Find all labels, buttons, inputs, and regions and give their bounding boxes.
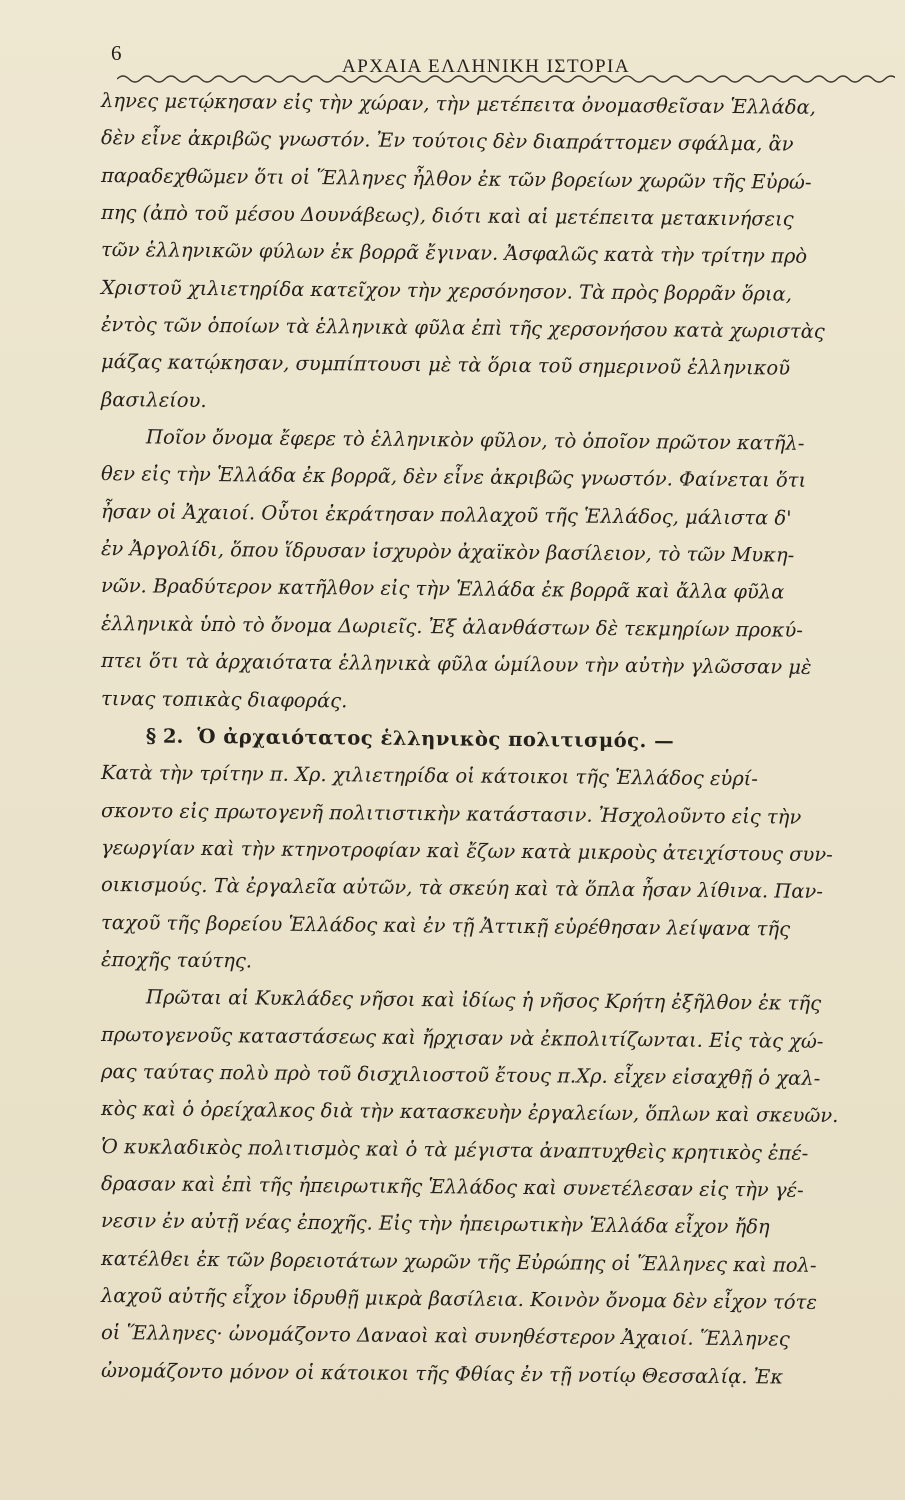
text-line: νεσιν ἐν αὐτῇ νέας ἐποχῆς. Εἰς τὴν ἠπειρωτικὴν Ἑλλάδα εἶχον ἤδη xyxy=(100,1209,770,1239)
paragraph-start-line: Ποῖον ὄνομα ἔφερε τὸ ἑλληνικὸν φῦλον, τὸ ὁποῖον πρῶτον κατῆλ- xyxy=(145,425,805,455)
text-line: παραδεχθῶμεν ὅτι οἱ Ἕλληνες ἦλθον ἐκ τῶν βορείων χωρῶν τῆς Εὐρώ- xyxy=(100,163,812,194)
text-line: λαχοῦ αὐτῆς εἶχον ἱδρυθῇ μικρὰ βασίλεια. Κοινὸν ὄνομα δὲν εἶχον τότε xyxy=(100,1284,817,1314)
section-title: Ὁ ἀρχαιότατος ἑλληνικὸς πολιτισμός. — xyxy=(197,724,675,753)
text-line: ἑλληνικὰ ὑπὸ τὸ ὄνομα Δωριεῖς. Ἐξ ἀλανθάστων δὲ τεκμηρίων προκύ- xyxy=(100,611,804,642)
text-line: πης (ἀπὸ τοῦ μέσου Δουνάβεως), διότι καὶ αἱ μετέπειτα μετακινήσεις xyxy=(100,201,794,231)
text-line: πρωτογενοῦς καταστάσεως καὶ ἤρχισαν νὰ ἐκπολιτίζωνται. Εἰς τὰς χώ- xyxy=(100,1022,824,1053)
text-line: Κατὰ τὴν τρίτην π. Χρ. χιλιετηρίδα οἱ κάτοικοι τῆς Ἑλλάδος εὑρί- xyxy=(100,761,759,791)
text-line: ἐποχῆς ταύτης. xyxy=(100,947,253,973)
text-line: ταχοῦ τῆς βορείου Ἑλλάδος καὶ ἐν τῇ Ἀττικῇ εὑρέθησαν λείψανα τῆς xyxy=(100,910,791,941)
text-line: τινας τοπικὰς διαφοράς. xyxy=(100,686,348,712)
text-line: ρας ταύτας πολὺ πρὸ τοῦ δισχιλιοστοῦ ἔτους π.Χρ. εἶχεν εἰσαχθῇ ὁ χαλ- xyxy=(100,1059,821,1090)
text-line: οἱ Ἕλληνες· ὠνομάζοντο Δαναοὶ καὶ συνηθέστερον Ἀχαιοί. Ἕλληνες xyxy=(100,1321,790,1351)
running-title: ΑΡΧΑΙΑ ΕΛΛΗΝΙΚΗ ΙΣΤΟΡΙΑ xyxy=(342,56,631,77)
text-line: ἐντὸς τῶν ὁποίων τὰ ἑλληνικὰ φῦλα ἐπὶ τῆς χερσονήσου κατὰ χωριστὰς xyxy=(100,313,825,344)
section-number: § 2. xyxy=(145,724,184,748)
text-line: γεωργίαν καὶ τὴν κτηνοτροφίαν καὶ ἔζων κατὰ μικροὺς ἀτειχίστους συν- xyxy=(100,835,833,866)
text-line: βασιλείου. xyxy=(100,387,207,412)
text-line: κατέλθει ἐκ τῶν βορειοτάτων χωρῶν τῆς Εὐρώπης οἱ Ἕλληνες καὶ πολ- xyxy=(100,1246,817,1277)
text-line: σκοντο εἰς πρωτογενῆ πολιτιστικὴν κατάστασιν. Ἠσχολοῦντο εἰς τὴν xyxy=(100,798,802,829)
text-line: Χριστοῦ χιλιετηρίδα κατεῖχον τὴν χερσόνησον. Τὰ πρὸς βορρᾶν ὅρια, xyxy=(100,275,793,306)
text-line: νῶν. Βραδύτερον κατῆλθον εἰς τὴν Ἑλλάδα ἐκ βορρᾶ καὶ ἄλλα φῦλα xyxy=(100,574,785,605)
text-line: οικισμούς. Τὰ ἐργαλεῖα αὐτῶν, τὰ σκεύη καὶ τὰ ὅπλα ἦσαν λίθινα. Παν- xyxy=(100,873,824,904)
text-line: ληνες μετῴκησαν εἰς τὴν χώραν, τὴν μετέπειτα ὀνομασθεῖσαν Ἑλλάδα, xyxy=(100,89,817,119)
page-body xyxy=(101,82,881,1389)
text-line: δρασαν καὶ ἐπὶ τῆς ἠπειρωτικῆς Ἑλλάδος καὶ συνετέλεσαν εἰς τὴν γέ- xyxy=(100,1171,804,1202)
text-line: θεν εἰς τὴν Ἑλλάδα ἐκ βορρᾶ, δὲν εἶνε ἀκριβῶς γνωστόν. Φαίνεται ὅτι xyxy=(100,462,807,493)
text-line: ἐν Ἀργολίδι, ὅπου ἵδρυσαν ἰσχυρὸν ἀχαϊκὸν βασίλειον, τὸ τῶν Μυκη- xyxy=(100,537,795,567)
text-line: μάζας κατῴκησαν, συμπίπτουσι μὲ τὰ ὅρια τοῦ σημερινοῦ ἑλληνικοῦ xyxy=(100,350,791,381)
text-line: Ὁ κυκλαδικὸς πολιτισμὸς καὶ ὁ τὰ μέγιστα ἀναπτυχθεὶς κρητικὸς ἐπέ- xyxy=(100,1134,809,1165)
text-line: ἦσαν οἱ Ἀχαιοί. Οὗτοι ἐκράτησαν πολλαχοῦ τῆς Ἑλλάδος, μάλιστα δ' xyxy=(100,499,792,530)
text-line: τῶν ἑλληνικῶν φύλων ἐκ βορρᾶ ἔγιναν. Ἀσφαλῶς κατὰ τὴν τρίτην πρὸ xyxy=(100,238,808,269)
text-line: κὸς καὶ ὁ ὀρείχαλκος διὰ τὴν κατασκευὴν ἐργαλείων, ὅπλων καὶ σκευῶν. xyxy=(100,1097,839,1128)
text-line: δὲν εἶνε ἀκριβῶς γνωστόν. Ἐν τούτοις δὲν διαπράττομεν σφάλμα, ἂν xyxy=(100,126,794,156)
text-line: ὠνομάζοντο μόνον οἱ κάτοικοι τῆς Φθίας ἐν τῇ νοτίῳ Θεσσαλίᾳ. Ἐκ xyxy=(100,1358,784,1389)
page-number: 6 xyxy=(111,41,122,65)
text-line: πτει ὅτι τὰ ἀρχαιότατα ἑλληνικὰ φῦλα ὡμίλουν τὴν αὐτὴν γλῶσσαν μὲ xyxy=(100,649,812,679)
paragraph-start-line: Πρῶται αἱ Κυκλάδες νῆσοι καὶ ἰδίως ἡ νῆσος Κρήτη ἐξῆλθον ἐκ τῆς xyxy=(145,985,822,1016)
